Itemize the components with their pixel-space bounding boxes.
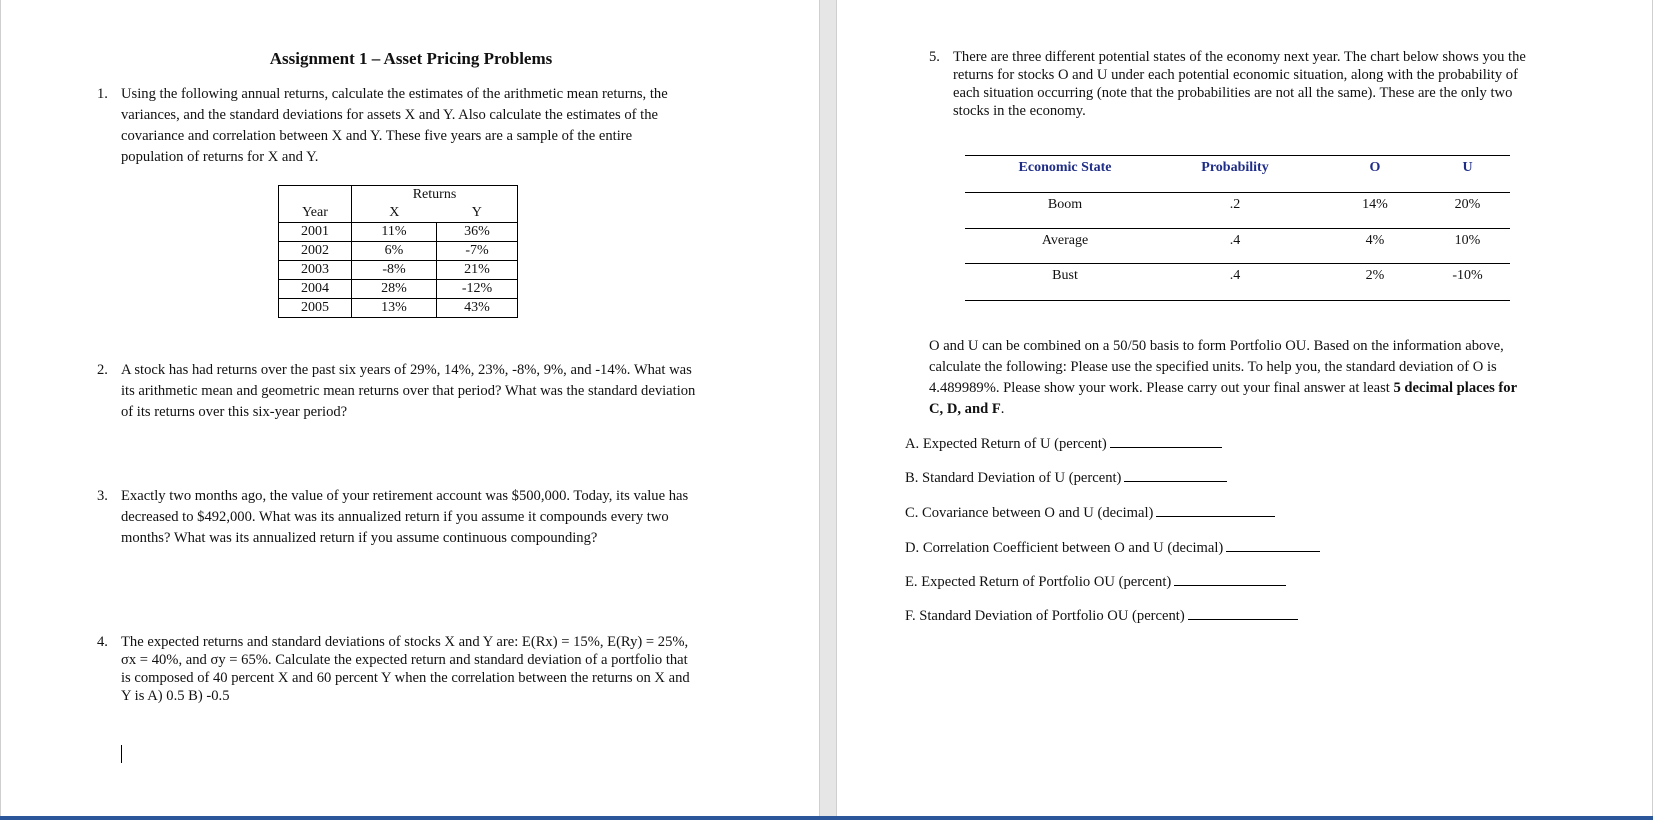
header-o: O — [1369, 160, 1381, 175]
answer-e-blank[interactable] — [1174, 571, 1286, 586]
u-cell: 20% — [1454, 197, 1481, 212]
question-3 — [97, 486, 781, 549]
x-cell: -8% — [352, 261, 437, 280]
year-cell: 2001 — [279, 223, 352, 242]
table-row — [279, 280, 518, 299]
question-3-line: months? What was its annualized return if you assume continuous compounding? — [121, 530, 598, 546]
portfolio-instructions — [929, 336, 1609, 420]
answer-f-blank[interactable] — [1188, 605, 1298, 620]
instructions-bold: C, D, and F — [929, 401, 1001, 417]
question-5-line: There are three different potential states of the economy next year. The chart below shows you the — [953, 49, 1526, 65]
header-economic-state: Economic State — [1018, 160, 1112, 175]
answer-b — [905, 467, 1227, 488]
table-rule — [965, 192, 1510, 193]
left-page — [0, 0, 820, 816]
answer-b-blank[interactable] — [1124, 467, 1227, 482]
question-4-line: is composed of 40 percent X and 60 percent Y when the correlation between the returns on X and — [121, 670, 690, 686]
question-3-line: Exactly two months ago, the value of your retirement account was $500,000. Today, its value has — [121, 488, 689, 504]
question-2 — [97, 360, 781, 423]
prob-cell: .2 — [1229, 197, 1241, 212]
question-2-line: its arithmetic mean and geometric mean returns over that period? What was the standard deviation — [121, 383, 696, 399]
answer-b-label: B. Standard Deviation of U (percent) — [905, 470, 1122, 486]
year-header: Year — [279, 204, 352, 223]
u-cell: -10% — [1452, 268, 1483, 283]
y-cell: -12% — [437, 280, 518, 299]
year-cell: 2002 — [279, 242, 352, 261]
answer-a-label: A. Expected Return of U (percent) — [905, 436, 1107, 452]
y-cell: 21% — [437, 261, 518, 280]
right-page — [836, 0, 1653, 816]
answer-c-label: C. Covariance between O and U (decimal) — [905, 505, 1154, 521]
question-2-number: 2. — [97, 362, 108, 378]
question-4-line: Y is A) 0.5 B) -0.5 — [121, 688, 230, 704]
table-rule — [965, 228, 1510, 229]
answer-f-label: F. Standard Deviation of Portfolio OU (percent) — [905, 608, 1185, 624]
answer-d-label: D. Correlation Coefficient between O and U (decimal) — [905, 540, 1224, 556]
x-cell: 11% — [352, 223, 437, 242]
question-5-line: returns for stocks O and U under each potential economic situation, along with the probability of — [953, 67, 1518, 83]
answer-e-label: E. Expected Return of Portfolio OU (percent) — [905, 574, 1172, 590]
o-cell: 14% — [1362, 197, 1388, 212]
x-cell: 28% — [352, 280, 437, 299]
question-2-line: of its returns over this six-year period? — [121, 404, 348, 420]
o-cell: 2% — [1365, 268, 1385, 283]
x-header: X — [352, 204, 437, 223]
table-rule — [965, 155, 1510, 156]
instructions-line — [929, 399, 1609, 420]
state-cell: Average — [1041, 233, 1089, 248]
question-1-line: Using the following annual returns, calculate the estimates of the arithmetic mean returns, the — [121, 86, 668, 102]
answer-d — [905, 537, 1320, 558]
question-4 — [97, 633, 781, 705]
answer-f — [905, 605, 1298, 626]
x-cell: 13% — [352, 299, 437, 318]
year-cell: 2003 — [279, 261, 352, 280]
y-cell: 43% — [437, 299, 518, 318]
question-2-line: A stock has had returns over the past six years of 29%, 14%, 23%, -8%, 9%, and -14%. What was — [121, 362, 692, 378]
question-1-line: covariance and correlation between X and Y. These five years are a sample of the entire — [121, 128, 633, 144]
year-cell: 2005 — [279, 299, 352, 318]
prob-cell: .4 — [1229, 268, 1241, 283]
u-cell: 10% — [1454, 233, 1481, 248]
question-5-line: each situation occurring (note that the probabilities are not all the same). These are the only two — [953, 85, 1513, 101]
question-3-number: 3. — [97, 488, 108, 504]
header-u: U — [1462, 160, 1473, 175]
state-cell: Boom — [1047, 197, 1083, 212]
state-cell: Bust — [1052, 268, 1078, 283]
question-4-line: The expected returns and standard deviations of stocks X and Y are: E(Rx) = 15%, E(Ry) = 25%, — [121, 634, 689, 650]
answer-a — [905, 433, 1222, 454]
question-4-number: 4. — [97, 634, 108, 650]
answer-a-blank[interactable] — [1110, 433, 1222, 448]
table-row — [279, 242, 518, 261]
answer-d-blank[interactable] — [1226, 537, 1320, 552]
y-cell: -7% — [437, 242, 518, 261]
x-cell: 6% — [352, 242, 437, 261]
question-3-line: decreased to $492,000. What was its annualized return if you assume it compounds every two — [121, 509, 669, 525]
question-1-line: variances, and the standard deviations for assets X and Y. Also calculate the estimates of the — [121, 107, 658, 123]
instructions-period: . — [1000, 401, 1005, 417]
question-5-number: 5. — [929, 49, 940, 65]
table-rule — [965, 300, 1510, 301]
instructions-line: O and U can be combined on a 50/50 basis to form Portfolio OU. Based on the information above, — [929, 338, 1504, 354]
returns-table — [278, 185, 518, 318]
question-1-line: population of returns for X and Y. — [121, 149, 319, 165]
answer-e — [905, 571, 1286, 592]
assignment-title: Assignment 1 – Asset Pricing Problems — [269, 49, 553, 68]
window-bottom-border — [0, 816, 1653, 820]
y-header: Y — [437, 204, 518, 223]
text-cursor[interactable] — [121, 745, 122, 763]
answer-c — [905, 502, 1275, 523]
table-row — [279, 299, 518, 318]
instructions-line — [929, 378, 1609, 399]
instructions-bold: 5 decimal places for — [1393, 380, 1518, 396]
year-cell: 2004 — [279, 280, 352, 299]
question-1 — [97, 84, 761, 168]
instructions-text: 4.489989%. Please show your work. Please carry out your final answer at least — [929, 380, 1394, 396]
returns-header: Returns — [352, 186, 518, 205]
table-cell — [279, 186, 352, 205]
y-cell: 36% — [437, 223, 518, 242]
answer-c-blank[interactable] — [1156, 502, 1275, 517]
question-4-line: σx = 40%, and σy = 65%. Calculate the expected return and standard deviation of a portfolio that — [121, 652, 688, 668]
prob-cell: .4 — [1229, 233, 1241, 248]
question-1-number: 1. — [97, 86, 108, 102]
header-probability: Probability — [1201, 160, 1269, 175]
table-row — [279, 261, 518, 280]
o-cell: 4% — [1365, 233, 1385, 248]
instructions-line: calculate the following: Please use the specified units. To help you, the standard deviation of O is — [929, 359, 1497, 375]
table-row — [279, 223, 518, 242]
table-rule — [965, 263, 1510, 264]
question-5 — [929, 48, 1613, 120]
question-5-line: stocks in the economy. — [953, 103, 1086, 119]
